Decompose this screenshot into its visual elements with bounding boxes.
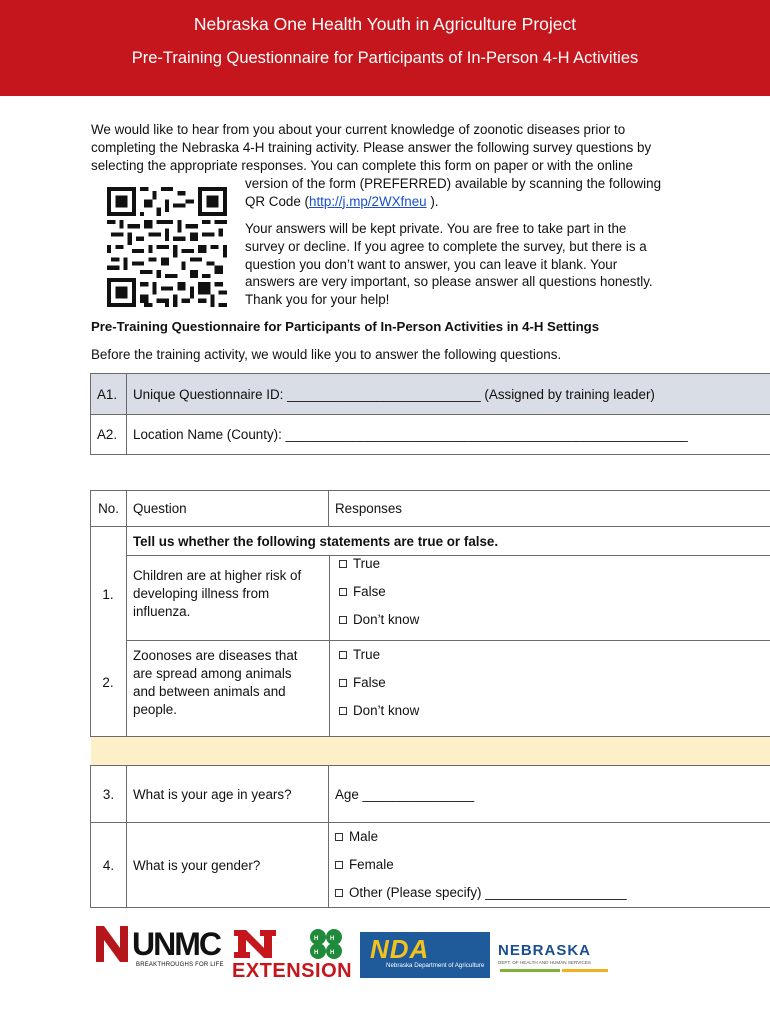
column-header-question: Question <box>127 491 329 527</box>
checkbox-icon <box>335 889 343 897</box>
section-title: Pre-Training Questionnaire for Participants of In-Person Activities in 4-H Settings <box>91 319 600 334</box>
column-header-responses: Responses <box>329 491 770 527</box>
checkbox-icon <box>339 707 347 715</box>
qr-instructions <box>245 175 693 211</box>
question-2-number: 2. <box>102 675 114 690</box>
question-text-line: developing illness from <box>133 586 270 601</box>
qr-link-suffix: ). <box>426 193 439 209</box>
section-divider-band <box>91 737 770 766</box>
privacy-line: answers are very important, so please answer all questions honestly. <box>245 274 653 290</box>
unmc-wordmark: UNMC <box>132 926 220 962</box>
sponsor-logos <box>90 914 620 984</box>
option-female[interactable] <box>335 851 767 879</box>
privacy-line: Thank you for your help! <box>245 292 390 308</box>
age-input-field[interactable]: Age _______________ <box>329 766 770 823</box>
nebraska-n-icon <box>232 928 278 960</box>
unmc-tagline: BREAKTHROUGHS FOR LIFE <box>136 962 224 968</box>
option-label: True <box>353 647 381 662</box>
svg-text:H: H <box>314 936 319 942</box>
row-number: A1. <box>91 374 127 415</box>
column-divider <box>329 556 330 640</box>
option-label: True <box>353 556 381 571</box>
option-true[interactable] <box>339 550 419 578</box>
option-label: False <box>353 675 386 690</box>
option-dont-know[interactable] <box>339 606 419 634</box>
intro-line: selecting the appropriate responses. You can complete this form on paper or with the online <box>91 157 633 173</box>
option-label: Other (Please specify) ___________________ <box>349 885 627 900</box>
dhhs-subtitle: DEPT. OF HEALTH AND HUMAN SERVICES <box>498 960 591 965</box>
questionnaire-id-field[interactable]: Unique Questionnaire ID: __________________________ (Assigned by training leader) <box>127 374 770 415</box>
table-row <box>91 415 770 455</box>
privacy-line: question you don’t want to answer, you can leave it blank. Your <box>245 256 618 272</box>
extension-wordmark: EXTENSION <box>232 960 353 982</box>
option-label: Don’t know <box>353 612 420 627</box>
nda-subtitle: Nebraska Department of Agriculture <box>386 962 485 969</box>
intro-paragraph <box>91 121 691 174</box>
checkbox-icon <box>335 861 343 869</box>
svg-text:H: H <box>330 950 335 956</box>
question-4-number: 4. <box>91 823 127 908</box>
question-text-line: are spread among animals <box>133 666 292 681</box>
question-3-number: 3. <box>91 766 127 823</box>
checkbox-icon <box>339 679 347 687</box>
privacy-line: Your answers will be kept private. You are free to take part in the <box>245 221 627 236</box>
table-row <box>91 766 770 823</box>
header-banner <box>0 0 770 96</box>
admin-table <box>90 373 770 455</box>
unmc-logo <box>90 918 230 974</box>
table-row <box>91 374 770 415</box>
question-text-line: Zoonoses are diseases that <box>133 648 298 663</box>
question-text-line: influenza. <box>133 604 191 619</box>
4h-clover-icon <box>300 928 352 960</box>
table-row <box>91 527 770 556</box>
row-number: A2. <box>91 415 127 455</box>
option-label: False <box>353 584 386 599</box>
option-false[interactable] <box>339 669 419 697</box>
project-title: Nebraska One Health Youth in Agriculture Project <box>193 14 577 34</box>
question-1-block <box>102 556 770 641</box>
option-label: Female <box>349 857 394 872</box>
nebraska-wordmark: NEBRASKA <box>498 942 592 959</box>
option-male[interactable] <box>335 823 767 851</box>
table-row <box>91 823 770 908</box>
questions-table <box>90 490 770 908</box>
nebraska-dhhs-logo <box>494 942 612 978</box>
intro-line: version of the form (PREFERRED) available by scanning the following <box>245 176 662 191</box>
option-true[interactable] <box>339 641 419 669</box>
table-header-row <box>91 491 770 527</box>
question-3-text: What is your age in years? <box>127 766 329 823</box>
before-training-text: Before the training activity, we would like you to answer the following questions. <box>91 347 562 362</box>
option-label: Don’t know <box>353 703 420 718</box>
question-text-line: Children are at higher risk of <box>133 568 302 583</box>
privacy-line: survey or decline. If you agree to complete the survey, but there is a <box>245 238 647 254</box>
questionnaire-title: Pre-Training Questionnaire for Participants of In-Person 4-H Activities <box>131 49 639 67</box>
intro-line: completing the Nebraska 4-H training activity. Please answer the following survey questions by <box>91 139 652 155</box>
question-1-number: 1. <box>102 587 114 602</box>
intro-line: We would like to hear from you about your current knowledge of zoonotic diseases prior to <box>91 122 626 137</box>
option-label: Male <box>349 829 379 844</box>
location-name-field[interactable]: Location Name (County): ______________________________________________________ <box>127 415 770 455</box>
extension-logo <box>230 928 358 980</box>
question-2-block <box>102 641 770 737</box>
question-4-text: What is your gender? <box>127 823 329 908</box>
checkbox-icon <box>339 588 347 596</box>
question-2-text <box>133 647 323 719</box>
table-row <box>91 556 770 641</box>
question-text-line: and between animals and <box>133 684 286 699</box>
checkbox-icon <box>335 833 343 841</box>
checkbox-icon <box>339 616 347 624</box>
checkbox-icon <box>339 651 347 659</box>
qr-link-line <box>245 193 693 211</box>
question-1-text <box>133 567 323 621</box>
row-number-cell <box>91 527 127 737</box>
qr-code-label: QR Code ( <box>245 193 309 209</box>
option-dont-know[interactable] <box>339 697 419 725</box>
svg-text:H: H <box>330 936 335 942</box>
checkbox-icon <box>339 560 347 568</box>
table-row <box>91 641 770 737</box>
option-false[interactable] <box>339 578 419 606</box>
question-1-options <box>339 550 419 634</box>
yellow-band <box>91 737 770 766</box>
decorative-stripe-icon <box>500 968 610 974</box>
nda-logo <box>360 932 490 978</box>
svg-text:H: H <box>314 950 319 956</box>
true-false-instruction: Tell us whether the following statements are true or false. <box>127 527 770 556</box>
column-header-no: No. <box>91 491 127 527</box>
option-other[interactable] <box>335 879 767 907</box>
privacy-paragraph <box>245 220 693 309</box>
question-4-options <box>329 823 770 908</box>
unmc-n-mark-icon <box>94 924 130 964</box>
question-2-options <box>339 641 419 725</box>
nda-wordmark: NDA <box>370 934 430 964</box>
qr-code-image <box>107 187 227 307</box>
column-divider <box>329 641 330 736</box>
question-text-line: people. <box>133 702 177 717</box>
survey-link[interactable]: http://j.mp/2WXfneu <box>309 193 427 209</box>
